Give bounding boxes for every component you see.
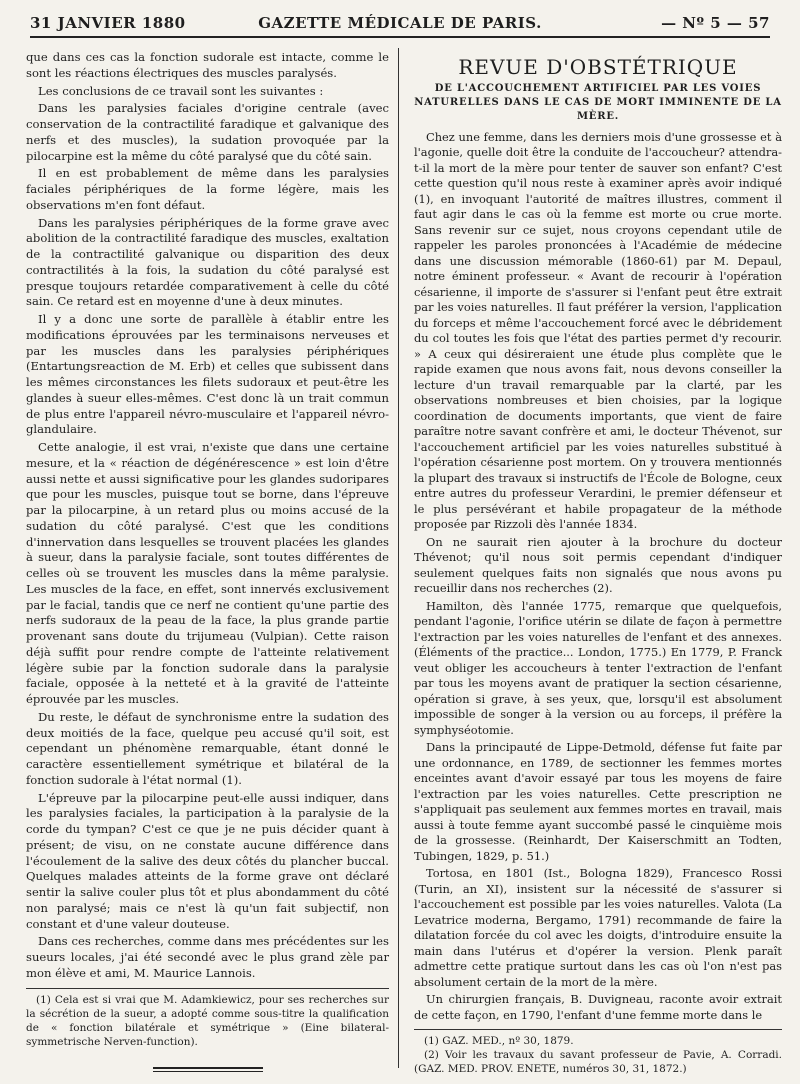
left-column (26, 50, 389, 1072)
paragraph: que dans ces cas la fonction sudorale est intacte, comme le sont les réactions électriques des muscles paralysés. (26, 50, 389, 80)
section-title: REVUE D'OBSTÉTRIQUE (458, 55, 738, 79)
footnote-divider (26, 988, 389, 989)
footnote: (1) Cela est si vrai que M. Adamkiewicz, pour ses recherches sur la sécrétion de la sueur, a adopté comme sous-titre la qualification de « fonction bilatérale et symétrique » (Eine bilateral-symmetrische Nerven-function). (26, 993, 389, 1048)
paragraph: Il en est probablement de même dans les paralysies faciales périphériques de la forme légère, mais les observations m'en font défaut. (26, 166, 389, 212)
paragraph: Du reste, le défaut de synchronisme entre la sudation des deux moitiés de la face, quelque peu accusé qu'il soit, est cependant un phénomène remarquable, étant donné le caractère essentiellement symétrique et bilatéral de la fonction sudorale à l'état normal (1). (26, 709, 389, 787)
article-subtitle: DE L'ACCOUCHEMENT ARTIFICIEL PAR LES VOIES NATURELLES DANS LE CAS DE MORT IMMINENTE DE LA MÈRE. (414, 82, 782, 122)
right-footnotes (414, 1034, 782, 1076)
left-footnotes (26, 993, 389, 1049)
footnote: (2) Voir les travaux du savant professeur de Pavie, A. Corradi. (GAZ. MED. PROV. ENETE, numéros 30, 31, 1872.) (414, 1049, 782, 1075)
footnote-divider (414, 1029, 782, 1030)
right-column (414, 50, 782, 1076)
paragraph: Dans la principauté de Lippe-Detmold, défense fut faite par une ordonnance, en 1789, de sectionner les femmes mortes enceintes avant d'avoir essayé par tous les moyens de faire l'extraction par les voies naturelles. Cette prescription ne s'appliquait pas seulement aux femmes mortes en travail, mais aussi à toute femme ayant succombé passé le cinquième mois de la grossesse. (Reinhardt, Der Kaiserschmitt an Todten, Tubingen, 1829, p. 51.) (414, 740, 782, 863)
paragraph: L'épreuve par la pilocarpine peut-elle aussi indiquer, dans les paralysies faciales, la participation à la paralysie de la corde du tympan? C'est ce que je ne puis décider quant à présent; de visu, on ne constate aucune différence dans l'écoulement de la salive des deux côtés du plancher buccal. Quelques malades atteints de la forme grave ont déclaré sentir la salive couler plus tôt et plus abondamment du côté non paralysé; mais ce n'est là qu'un fait subjectif, non constant et d'une valeur douteuse. (26, 790, 389, 931)
paragraph: On ne saurait rien ajouter à la brochure du docteur Thévenot; qu'il nous soit permis cependant d'indiquer seulement quelques faits non signalés que nous avons pu recueillir dans nos recherches (2). (414, 534, 782, 595)
page-number: — Nº 5 — 57 (661, 14, 770, 32)
paragraph: Tortosa, en 1801 (Ist., Bologna 1829), Francesco Rossi (Turin, an XI), insistent sur la nécessité de s'assurer si l'accouchement est possible par les voies naturelles. Valota (La Levatrice moderna, Bergamo, 1791) recommande de faire la dilatation forcée du col avec les doigts, d'introduire ensuite la main dans l'utérus et d'opérer la version. Plenk paraît admettre cette pratique surtout dans les cas où l'on n'est pas absolument certain de la mort de la mère. (414, 866, 782, 989)
column-divider (398, 48, 400, 1068)
paragraph: Chez une femme, dans les derniers mois d'une grossesse et à l'agonie, quelle doit être la conduite de l'accoucheur? attendra-t-il la mort de la mère pour tenter de sauver son enfant? C'est cette question qu'il nous reste à examiner après avoir indiqué (1), en invoquant l'autorité de maîtres illustres, comment il faut agir dans le cas où la femme est morte ou crue morte. Sans revenir sur ce sujet, nous croyons cependant utile de rappeler les paroles prononcées à l'Académie de médecine dans une discussion mémorable (1860-61) par M. Depaul, notre éminent professeur. « Avant de recourir à l'opération césarienne, il importe de s'assurer si l'enfant peut être extrait par les voies naturelles. Il faut préférer la version, l'application du forceps et même l'accouchement forcé avec le débridement du col toutes les fois que l'état des parties permet d'y recourir. » A ceux qui désireraient une étude plus complète que le rapide examen que nous avons fait, nous devons conseiller la lecture d'un travail remarquable par la clarté, par les observations nombreuses et bien choisies, par la logique coordination de documents importants, que vient de faire paraître notre savant confrère et ami, le docteur Thévenot, sur l'accouchement artificiel par les voies naturelles substitué à l'opération césarienne post mortem. On y trouvera mentionnés la plupart des travaux si instructifs de l'École de Bologne, ceux entre autres du professeur Verardini, le premier défenseur et le plus persévérant et habile propagateur de la méthode proposée par Rizzoli dès l'année 1834. (414, 129, 782, 531)
paragraph: Il y a donc une sorte de parallèle à établir entre les modifications éprouvées par les terminaisons nerveuses et par les muscles dans les paralysies périphériques (Entartungsreaction de M. Erb) et celles que subissent dans les mêmes circonstances les filets sudoraux et peut-être les glandes à sueur elles-mêmes. C'est donc là un trait commun de plus entre l'appareil névro-musculaire et l'appareil névro-glandulaire. (26, 312, 389, 437)
paragraph: Les conclusions de ce travail sont les suivantes : (38, 83, 324, 98)
paragraph: Dans les paralysies périphériques de la forme grave avec abolition de la contractilité faradique des muscles, exaltation de la contractilité galvanique ou disparition des deux contractilités à la fois, la sudation du côté paralysé est presque toujours retardée comparativement à celle du côté sain. Ce retard est en moyenne d'une à deux minutes. (26, 215, 389, 309)
paragraph: Un chirurgien français, B. Duvigneau, raconte avoir extrait de cette façon, en 1790, l'enfant d'une femme morte dans le (414, 992, 782, 1022)
footnote: (1) GAZ. MED., nº 30, 1879. (424, 1035, 574, 1047)
paragraph: Dans les paralysies faciales d'origine centrale (avec conservation de la contractilité faradique et galvanique des nerfs et des muscles), la sudation provoquée par la pilocarpine est la même du côté paralysé que du côté sain. (26, 101, 389, 163)
page-header (30, 14, 770, 38)
paragraph: Dans ces recherches, comme dans mes précédentes sur les sueurs locales, j'ai été secondé avec le plus grand zèle par mon élève et ami, M. Maurice Lannois. (26, 934, 389, 980)
end-rule (153, 1067, 263, 1072)
journal-title: GAZETTE MÉDICALE DE PARIS. (258, 14, 542, 32)
issue-date: 31 JANVIER 1880 (30, 14, 186, 32)
paragraph: Cette analogie, il est vrai, n'existe que dans une certaine mesure, et la « réaction de dégénérescence » est loin d'être aussi nette et aussi significative pour les glandes sudoripares que pour les muscles, puisque tout se borne, dans l'épreuve par la pilocarpine, à un retard plus ou moins accusé de la sudation du côté paralysé. C'est que les conditions d'innervation dans lesquelles se trouvent placées les glandes à sueur, dans la paralysie faciale, sont toutes différentes de celles où se trouvent les muscles dans la même paralysie. Les muscles de la face, en effet, sont innervés exclusivement par le facial, tandis que ce nerf ne contient qu'une partie des nerfs sudoraux de la peau de la face, la plus grande partie provenant sans doute du trijumeau (Vulpian). Cette raison déjà suffit pour rendre compte de l'atteinte relativement légère subie par la fonction sudorale dans la paralysie faciale, opposée à la netteté et à la gravité de l'atteinte éprouvée par les muscles. (26, 440, 389, 706)
paragraph: Hamilton, dès l'année 1775, remarque que quelquefois, pendant l'agonie, l'orifice utérin se dilate de façon à permettre l'extraction par les voies naturelles de l'enfant et des annexes. (Éléments of the practice... London, 1775.) En 1779, P. Franck veut obliger les accoucheurs à tenter l'extraction de l'enfant par tous les moyens avant de pratiquer la section césarienne, opération si grave, à ses yeux, que, lorsqu'il est absolument impossible de songer à la version ou au forceps, il préfère la symphyséotomie. (414, 598, 782, 737)
